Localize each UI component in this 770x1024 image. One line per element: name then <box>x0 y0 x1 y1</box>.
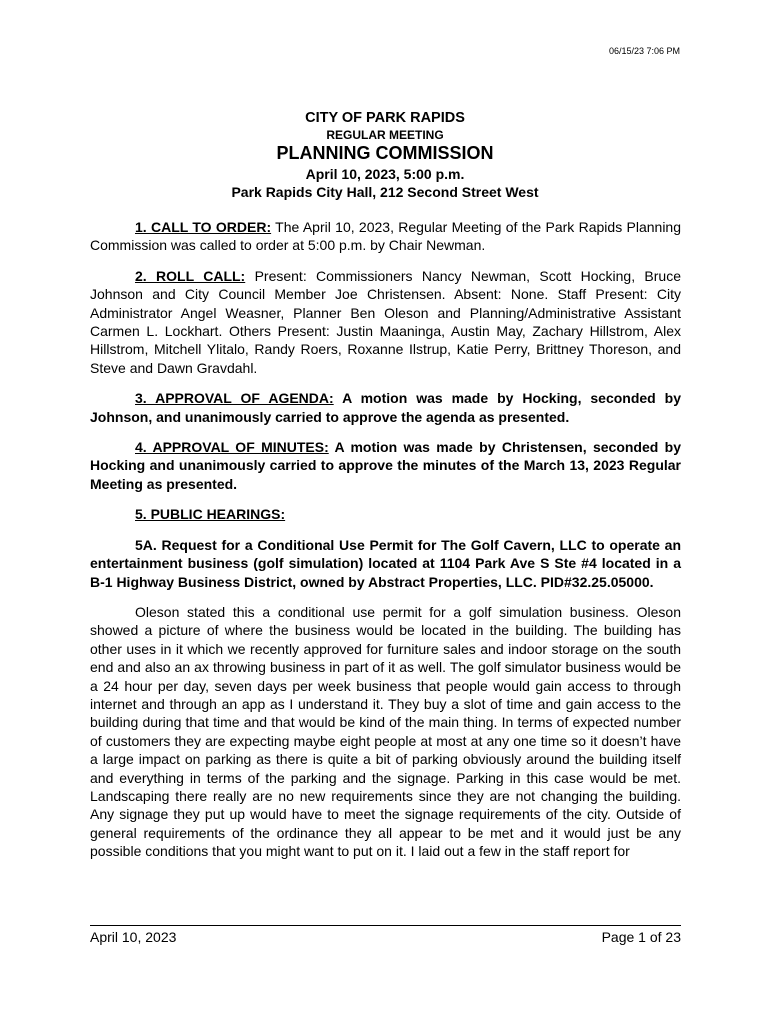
call-to-order-text: The April 10, 2023, Regular Meeting of the Park Rapids Planning Commission was called to order at 5:00 p.m. by Chair Newman. <box>90 219 682 254</box>
call-to-order-paragraph <box>90 218 681 255</box>
meeting-location: Park Rapids City Hall, 212 Second Street West <box>231 184 539 200</box>
minutes-approval-text: A motion was made by Christensen, seconded by Hocking and unanimously carried to approve the minutes of the March 13, 2023 Regular Meeting as presented. <box>90 439 681 492</box>
meeting-date-time: April 10, 2023, 5:00 p.m. <box>305 166 465 182</box>
minutes-approval-paragraph <box>90 438 681 493</box>
print-timestamp: 06/15/23 7:06 PM <box>608 46 680 56</box>
minutes-body <box>90 218 681 873</box>
agenda-text: A motion was made by Hocking, seconded by Johnson, and unanimously carried to approve the agenda as presented. <box>90 390 681 425</box>
roll-call-paragraph <box>90 267 681 377</box>
agenda-paragraph <box>90 389 681 426</box>
agenda-heading: 3. APPROVAL OF AGENDA: <box>135 390 334 407</box>
public-hearings-paragraph <box>90 505 681 523</box>
public-hearings-heading: 5. PUBLIC HEARINGS: <box>135 506 286 523</box>
footer-divider <box>90 925 681 926</box>
roll-call-heading: 2. ROLL CALL: <box>135 267 246 284</box>
item-5a-paragraph: 5A. Request for a Conditional Use Permit for The Golf Cavern, LLC to operate an entertainment business (golf simulation) located at 1104 Park Ave S Ste #4 located in a B-1 Highway Business District, owned by Abstract Properties, LLC. PID#32.25.05000. <box>90 536 681 590</box>
page-number: Page 1 of 23 <box>601 929 681 945</box>
minutes-approval-heading: 4. APPROVAL OF MINUTES: <box>135 439 329 456</box>
call-to-order-heading: 1. CALL TO ORDER: <box>135 219 272 235</box>
page-title: PLANNING COMMISSION <box>276 143 494 163</box>
meeting-type: REGULAR MEETING <box>326 128 444 142</box>
footer-date: April 10, 2023 <box>90 929 177 945</box>
city-title: CITY OF PARK RAPIDS <box>305 110 465 126</box>
discussion-paragraph: Oleson stated this a conditional use permit for a golf simulation business. Oleson showed a picture of where the business would be located in the building. The building has other uses in it which we recently approved for furniture sales and indoor storage on the south end and also an ax throwing business in part of it as well. The golf simulator business would be a 24 hour per day, seven days per week business that people would gain access to through internet and through an app as I understand it. They buy a slot of time and gain access to the building during that time and that would be kind of the main thing. In terms of expected number of customers they are expecting maybe eight people at most at any one time so it doesn’t have a large impact on parking as there is quite a bit of parking obviously around the building itself and everything in terms of the parking and the signage. Parking in this case would be met. Landscaping there really are no new requirements since they are not changing the building. Any signage they put up would have to meet the signage requirements of the city. Outside of general requirements of the ordinance they all appear to be met and it would just be any possible conditions that you might want to put on it. I laid out a few in the staff report for <box>90 603 681 860</box>
roll-call-text: Present: Commissioners Nancy Newman, Scott Hocking, Bruce Johnson and City Council Member Joe Christensen. Absent: None. Staff Present: City Administrator Angel Weasner, Planner Ben Oleson and Planning/Administrative Assistant Carmen L. Lockhart. Others Present: Justin Maaninga, Austin May, Zachary Hillstrom, Alex Hillstrom, Mitchell Ylitalo, Randy Roers, Roxanne Ilstrup, Katie Perry, Brittney Thoreson, and Steve and Dawn Gravdahl. <box>90 267 681 376</box>
